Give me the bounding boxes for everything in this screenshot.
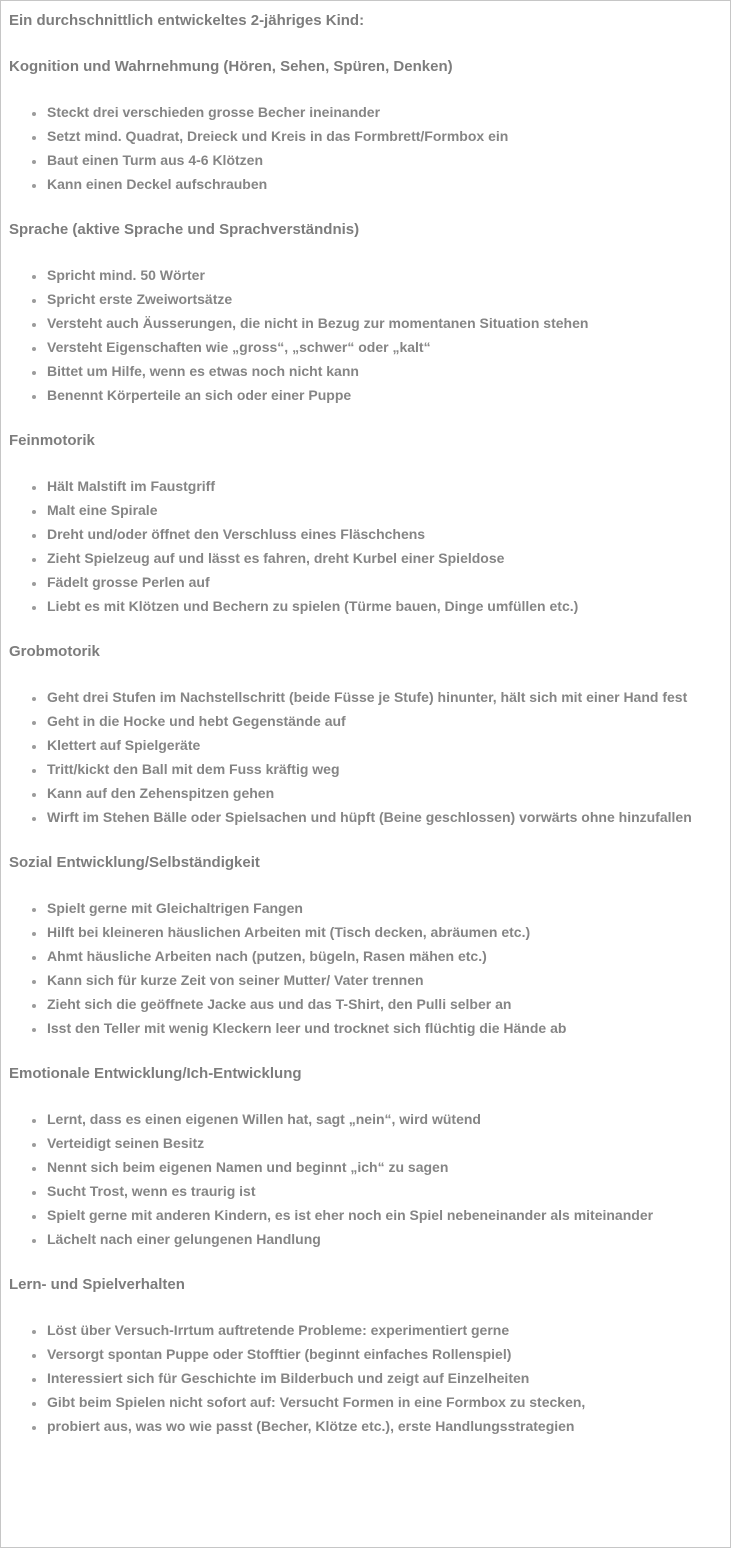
list-item: • Nennt sich beim eigenen Namen und beginnt „ich“ zu sagen (46, 1155, 718, 1179)
list-item: • Bittet um Hilfe, wenn es etwas noch nicht kann (46, 359, 718, 383)
list-item: • Setzt mind. Quadrat, Dreieck und Kreis in das Formbrett/Formbox ein (46, 124, 718, 148)
section (9, 55, 718, 196)
list-item: • Spricht erste Zweiwortsätze (46, 287, 718, 311)
list-item: • Benennt Körperteile an sich oder einer Puppe (46, 383, 718, 407)
section-heading: Lern- und Spielverhalten (9, 1276, 185, 1293)
section-list (9, 1318, 718, 1438)
list-item: • Tritt/kickt den Ball mit dem Fuss kräftig weg (46, 757, 718, 781)
list-item: • Lernt, dass es einen eigenen Willen hat, sagt „nein“, wird wütend (46, 1107, 718, 1131)
list-item: • Spielt gerne mit Gleichaltrigen Fangen (46, 896, 718, 920)
section (9, 218, 718, 407)
list-item: • Geht in die Hocke und hebt Gegenstände auf (46, 709, 718, 733)
section (9, 1273, 718, 1438)
list-item: • Ahmt häusliche Arbeiten nach (putzen, bügeln, Rasen mähen etc.) (46, 944, 718, 968)
list-item: • Geht drei Stufen im Nachstellschritt (beide Füsse je Stufe) hinunter, hält sich mit einer Hand fest (46, 685, 718, 709)
section (9, 429, 718, 618)
section-list (9, 685, 718, 829)
section-list (9, 100, 718, 196)
list-item: • Wirft im Stehen Bälle oder Spielsachen und hüpft (Beine geschlossen) vorwärts ohne hinzufallen (46, 805, 718, 829)
list-item: • Spielt gerne mit anderen Kindern, es ist eher noch ein Spiel nebeneinander als miteinander (46, 1203, 718, 1227)
page-title: Ein durchschnittlich entwickeltes 2-jähriges Kind: (9, 12, 365, 29)
section-list (9, 263, 718, 407)
list-item: • Klettert auf Spielgeräte (46, 733, 718, 757)
list-item: • Hält Malstift im Faustgriff (46, 474, 718, 498)
list-item: • Fädelt grosse Perlen auf (46, 570, 718, 594)
list-item: • Zieht sich die geöffnete Jacke aus und das T-Shirt, den Pulli selber an (46, 992, 718, 1016)
list-item: • Baut einen Turm aus 4-6 Klötzen (46, 148, 718, 172)
section-heading: Grobmotorik (9, 643, 100, 660)
section-heading: Feinmotorik (9, 432, 95, 449)
list-item: • Löst über Versuch-Irrtum auftretende Probleme: experimentiert gerne (46, 1318, 718, 1342)
section (9, 851, 718, 1040)
section-list (9, 1107, 718, 1251)
list-item: • Interessiert sich für Geschichte im Bilderbuch und zeigt auf Einzelheiten (46, 1366, 718, 1390)
list-item: • Sucht Trost, wenn es traurig ist (46, 1179, 718, 1203)
section-heading: Sprache (aktive Sprache und Sprachverständnis) (9, 221, 360, 238)
list-item: • Isst den Teller mit wenig Kleckern leer und trocknet sich flüchtig die Hände ab (46, 1016, 718, 1040)
section (9, 1062, 718, 1251)
list-item: • Malt eine Spirale (46, 498, 718, 522)
list-item: • Versteht auch Äusserungen, die nicht in Bezug zur momentanen Situation stehen (46, 311, 718, 335)
section-list (9, 896, 718, 1040)
section-list (9, 474, 718, 618)
sections-container (9, 55, 718, 1438)
section-heading: Emotionale Entwicklung/Ich-Entwicklung (9, 1065, 302, 1082)
list-item: • Steckt drei verschieden grosse Becher ineinander (46, 100, 718, 124)
list-item: • Gibt beim Spielen nicht sofort auf: Versucht Formen in eine Formbox zu stecken, (46, 1390, 718, 1414)
list-item: • Liebt es mit Klötzen und Bechern zu spielen (Türme bauen, Dinge umfüllen etc.) (46, 594, 718, 618)
list-item: • Dreht und/oder öffnet den Verschluss eines Fläschchens (46, 522, 718, 546)
list-item: • Versorgt spontan Puppe oder Stofftier (beginnt einfaches Rollenspiel) (46, 1342, 718, 1366)
list-item: • probiert aus, was wo wie passt (Becher, Klötze etc.), erste Handlungsstrategien (46, 1414, 718, 1438)
list-item: • Kann einen Deckel aufschrauben (46, 172, 718, 196)
section (9, 640, 718, 829)
list-item: • Versteht Eigenschaften wie „gross“, „schwer“ oder „kalt“ (46, 335, 718, 359)
list-item: • Spricht mind. 50 Wörter (46, 263, 718, 287)
section-heading: Sozial Entwicklung/Selbständigkeit (9, 854, 260, 871)
list-item: • Verteidigt seinen Besitz (46, 1131, 718, 1155)
list-item: • Zieht Spielzeug auf und lässt es fahren, dreht Kurbel einer Spieldose (46, 546, 718, 570)
list-item: • Hilft bei kleineren häuslichen Arbeiten mit (Tisch decken, abräumen etc.) (46, 920, 718, 944)
list-item: • Kann sich für kurze Zeit von seiner Mutter/ Vater trennen (46, 968, 718, 992)
section-heading: Kognition und Wahrnehmung (Hören, Sehen, Spüren, Denken) (9, 58, 453, 75)
list-item: • Kann auf den Zehenspitzen gehen (46, 781, 718, 805)
list-item: • Lächelt nach einer gelungenen Handlung (46, 1227, 718, 1251)
